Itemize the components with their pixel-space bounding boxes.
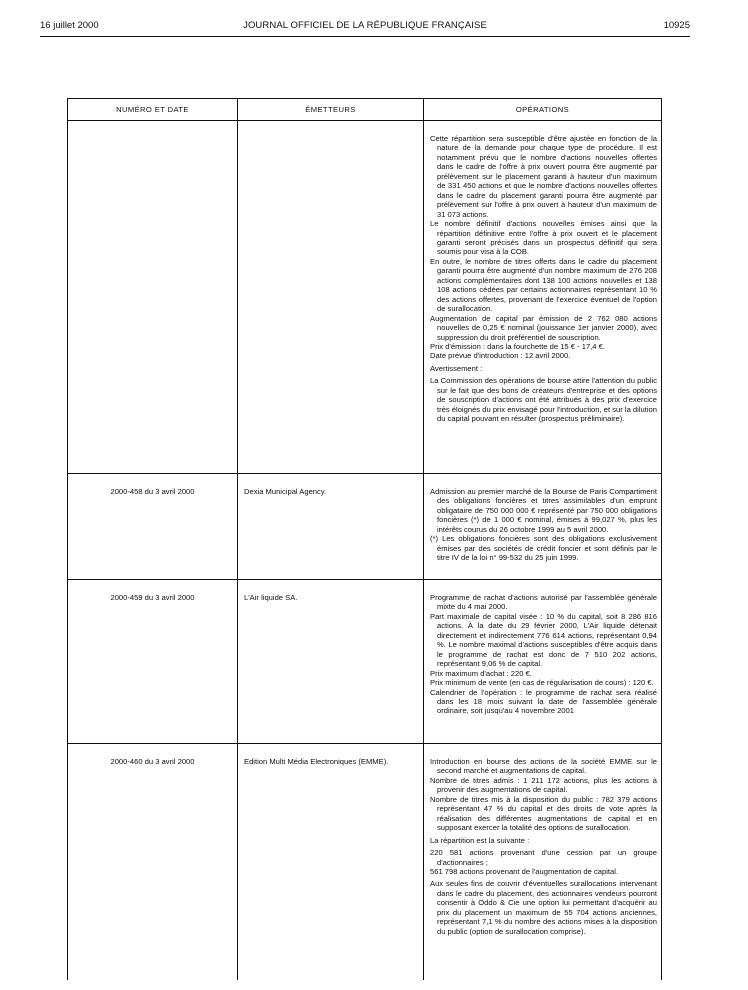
row-operations [424,744,662,980]
row-issuer: Dexia Municipal Agency. [238,474,424,580]
operation-paragraph: Date prévue d'introduction : 12 avril 2000. [430,351,571,361]
row-number-date: 2000-460 du 3 avril 2000 [68,744,238,980]
page-number: 10925 [663,20,690,31]
operation-paragraph: Prix maximum d'achat : 220 €. [430,668,532,678]
operation-paragraph: Le nombre définitif d'actions nouvelles émises ainsi que la répartition définitive entre l'offre à prix ouvert et le placement garanti seront précisés dans un prospectus définitif qui sera soumis pour visa à la COB. [430,219,657,257]
operation-paragraph: Introduction en bourse des actions de la société EMME sur le second marché et augmentations de capital. [430,757,657,776]
column-header-number-date: NUMÉRO ET DATE [68,99,238,121]
row-operations [424,474,662,580]
row-operations [424,121,662,474]
operation-paragraph: (*) Les obligations foncières sont des obligations exclusivement émises par des sociétés de crédit foncier et sont définis par le titre IV de la loi n° 99-532 du 25 juin 1999. [430,534,657,563]
page-header [40,20,690,34]
table-row [68,474,662,580]
operation-paragraph: Avertissement : [430,363,483,373]
issue-date: 16 juillet 2000 [40,20,99,31]
column-header-operations: OPÉRATIONS [424,99,662,121]
operation-paragraph: 220 581 actions provenant d'une cession par un groupe d'actionnaires ; [430,848,657,867]
row-number-date: 2000-459 du 3 avril 2000 [68,580,238,744]
operation-paragraph: Aux seules fins de couvrir d'éventuelles surallocations intervenant dans le cadre du placement, des actionnaires vendeurs pourront consentir à Oddo & Cie une option lui permettant d'acquérir au prix du placement un maximum de 55 704 actions anciennes, représentant 7,1 % du nombre des actions mises à la disposition du public (option de surallocation comprise). [430,879,657,936]
operation-paragraph: La répartition est la suivante : [430,835,530,845]
table-header-row [68,99,662,121]
operations-table [67,98,662,980]
operation-paragraph: Prix d'émission : dans la fourchette de 15 € - 17,4 €. [430,341,605,351]
operation-paragraph: Part maximale de capital visée : 10 % du capital, soit 8 286 816 actions. À la date du 29 février 2000, L'Air liquide détenait directement et indirectement 776 614 actions, représentant 0,94 %. Le nombre maximal d'actions susceptibles d'être acquis dans le programme de rachat est donc de 7 510 202 actions, représentant 9,06 % de capital. [430,611,657,669]
operation-paragraph: Calendrier de l'opération : le programme de rachat sera réalisé dans les 18 mois suivant la date de l'assemblée générale ordinaire, soit jusqu'au 4 novembre 2001 [430,687,657,716]
operation-paragraph: La Commission des opérations de bourse attire l'attention du public sur le fait que des bons de créateurs d'entreprise et des options de souscription d'actions ont été attribués à des prix d'exercice très éloignés du prix envisagé pour l'introduction, et sur la dilution du capital pouvant en résulter (prospectus préliminaire). [430,376,657,424]
operation-paragraph: Nombre de titres mis à la disposition du public : 782 379 actions représentant 47 % du capital et des droits de vote après la réalisation des différentes augmentations de capital et en supposant exercer la totalité des options de surallocation. [430,794,657,833]
column-header-issuers: ÉMETTEURS [238,99,424,121]
table-row [68,121,662,474]
operation-paragraph: 561 798 actions provenant de l'augmentation de capital. [430,866,619,876]
row-number-date: 2000-458 du 3 avril 2000 [68,474,238,580]
table-row [68,580,662,744]
row-number-date [68,121,238,474]
operation-paragraph: Programme de rachat d'actions autorisé par l'assemblée générale mixte du 4 mai 2000. [430,593,657,612]
table-row [68,744,662,980]
row-issuer [238,121,424,474]
row-operations [424,580,662,744]
operation-paragraph: Augmentation de capital par émission de 2 762 080 actions nouvelles de 0,25 € nominal (jouissance 1er janvier 2000), avec suppression du droit préférentiel de souscription. [430,313,657,342]
operation-paragraph: Nombre de titres admis : 1 211 172 actions, plus les actions à provenir des augmentations de capital. [430,775,657,795]
header-rule [40,36,690,37]
operation-paragraph: Prix minimum de vente (en cas de régularisation de cours) : 120 €. [430,678,654,688]
journal-title: JOURNAL OFFICIEL DE LA RÉPUBLIQUE FRANÇAISE [243,20,487,31]
row-issuer: Edition Multi Média Electroniques (EMME). [238,744,424,980]
operation-paragraph: Cette répartition sera susceptible d'être ajustée en fonction de la nature de la demande pour chaque type de procédure. Il est notamment prévu que le nombre d'actions nouvelles offertes dans le cadre de l'offre à prix ouvert pourra être augmenté par prélèvement sur le placement garanti à hauteur d'un maximum de 331 450 actions et que le nombre d'actions nouvelles offertes dans le cadre du placement garanti pourra être augmenté par prélèvement sur l'offre à prix ouvert à hauteur d'un maximum de 31 073 actions. [430,134,657,219]
operation-paragraph: En outre, le nombre de titres offerts dans le cadre du placement garanti pourra être augmenté d'un nombre maximum de 276 208 actions complémentaires dont 138 100 actions nouvelles et 138 108 actions cédées par certains actionnaires représentant 10 % des actions offertes, provenant de l'exercice éventuel de l'option de surallocation. [430,256,657,314]
row-issuer: L'Air liquide SA. [238,580,424,744]
operation-paragraph: Admission au premier marché de la Bourse de Paris Compartiment des obligations foncières et titres assimilables d'un emprunt obligataire de 750 000 000 € représenté par 750 000 obligations foncières (*) de 1 000 € nominal, émises à 99,027 %, plus les intérêts courus du 26 octobre 1999 au 5 avril 2000. [430,487,657,534]
